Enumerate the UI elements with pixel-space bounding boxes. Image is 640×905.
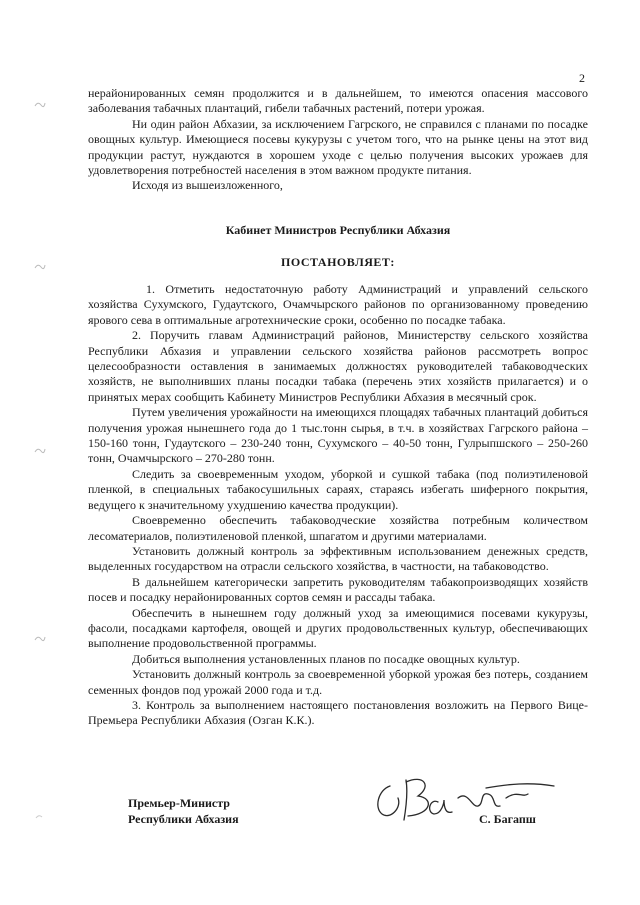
resolution-item: 1. Отметить недостаточную работу Администраций и управлений сельского хозяйства Сухумского, Гудаутского, Очамчырского районов по организованному проведению ярового сева в оптимальные агротехнические сроки, особенно по посадке табака. [88, 282, 588, 327]
intro-paragraph: нерайонированных семян продолжится и в дальнейшем, то имеются опасения массового заболевания табачных плантаций, гибели табачных растений, потери урожая. [88, 86, 588, 116]
resolution-item: 3. Контроль за выполнением настоящего постановления возложить на Первого Вице-Премьера Республики Абхазия (Озган К.К.). [88, 697, 588, 728]
resolution-item: Обеспечить в нынешнем году должный уход за имеющимися посевами кукурузы, фасоли, посадками картофеля, овощей и других продовольственных культур, обеспечивающих выполнение продовольственной программы. [88, 605, 588, 651]
intro-section [88, 86, 588, 194]
handwritten-signature [368, 768, 568, 828]
resolution-item: Своевременно обеспечить табаководческие хозяйства потребным количеством лесоматериалов, полиэтиленовой пленкой, шпагатом и другими материалами. [88, 513, 588, 543]
margin-mark [34, 262, 46, 270]
margin-mark [34, 634, 46, 642]
intro-paragraph: Ни один район Абхазии, за исключением Гагрского, не справился с планами по посадке овощных культур. Имеющиеся посевы кукурузы с учетом того, что на рынке цены на этот вид продукции растут, нуждаются в хорошем уходе с целью получения высоких урожаев для удовлетворения потребностей населения в этом важном продукте питания. [88, 116, 588, 178]
intro-paragraph: Исходя из вышеизложенного, [132, 178, 283, 193]
resolution-item: Установить должный контроль за эффективным использованием денежных средств, выделенных государством на отрасли сельского хозяйства, в частности, на табаководство. [88, 543, 588, 574]
resolution-item: Путем увеличения урожайности на имеющихся площадях табачных плантаций добиться получения урожая нынешнего года до 1 тыс.тонн сырья, в т.ч. в хозяйствах Гагрского района – 150-160 тонн, Гудаутского – 230-240 тонн, Сухумского – 40-50 тонн, Гулрыпшского – 250-260 тонн, Очамчырского – 270-280 тонн. [88, 405, 588, 466]
resolution-item: В дальнейшем категорически запретить руководителям табакопроизводящих хозяйств посев и посадку нерайонированных сортов семян и рассады табака. [88, 574, 588, 605]
resolution-item: 2. Поручить главам Администраций районов, Министерству сельского хозяйства Республики Абхазия и управлении сельского хозяйства районов рассмотреть вопрос целесообразности оставления в занимаемых должностях руководителей табаководческих хозяйств, не выполнивших планы посадки табака (перечень этих хозяйств прилагается) и о принятых мерах сообщить Кабинету Министров Республики Абхазия в месячный срок. [88, 328, 588, 404]
margin-mark [34, 100, 46, 108]
signatory-title-line: Республики Абхазия [128, 812, 239, 826]
signatory-title-line: Премьер-Министр [128, 796, 230, 810]
signatory-name: С. Багапш [479, 812, 536, 826]
resolution-item: Добиться выполнения установленных планов по посадке овощных культур. [132, 651, 520, 666]
page-number: 2 [579, 71, 585, 85]
resolves-heading: ПОСТАНОВЛЯЕТ: [281, 255, 395, 269]
resolution-item: Установить должный контроль за своевременной уборкой урожая без потерь, созданием семенных фондов под урожай 2000 года и т.д. [88, 667, 588, 697]
resolution-body [88, 282, 588, 729]
signatory-title [128, 795, 239, 827]
resolution-item: Следить за своевременным уходом, уборкой и сушкой табака (под полиэтиленовой пленкой, в специальных табакосушильных сараях, стараясь избегать шиферного покрытия, ведущего к значительному ухудшению качества продукции). [88, 466, 588, 512]
margin-mark [34, 812, 46, 820]
cabinet-heading: Кабинет Министров Республики Абхазия [225, 223, 451, 237]
margin-mark [34, 446, 46, 454]
